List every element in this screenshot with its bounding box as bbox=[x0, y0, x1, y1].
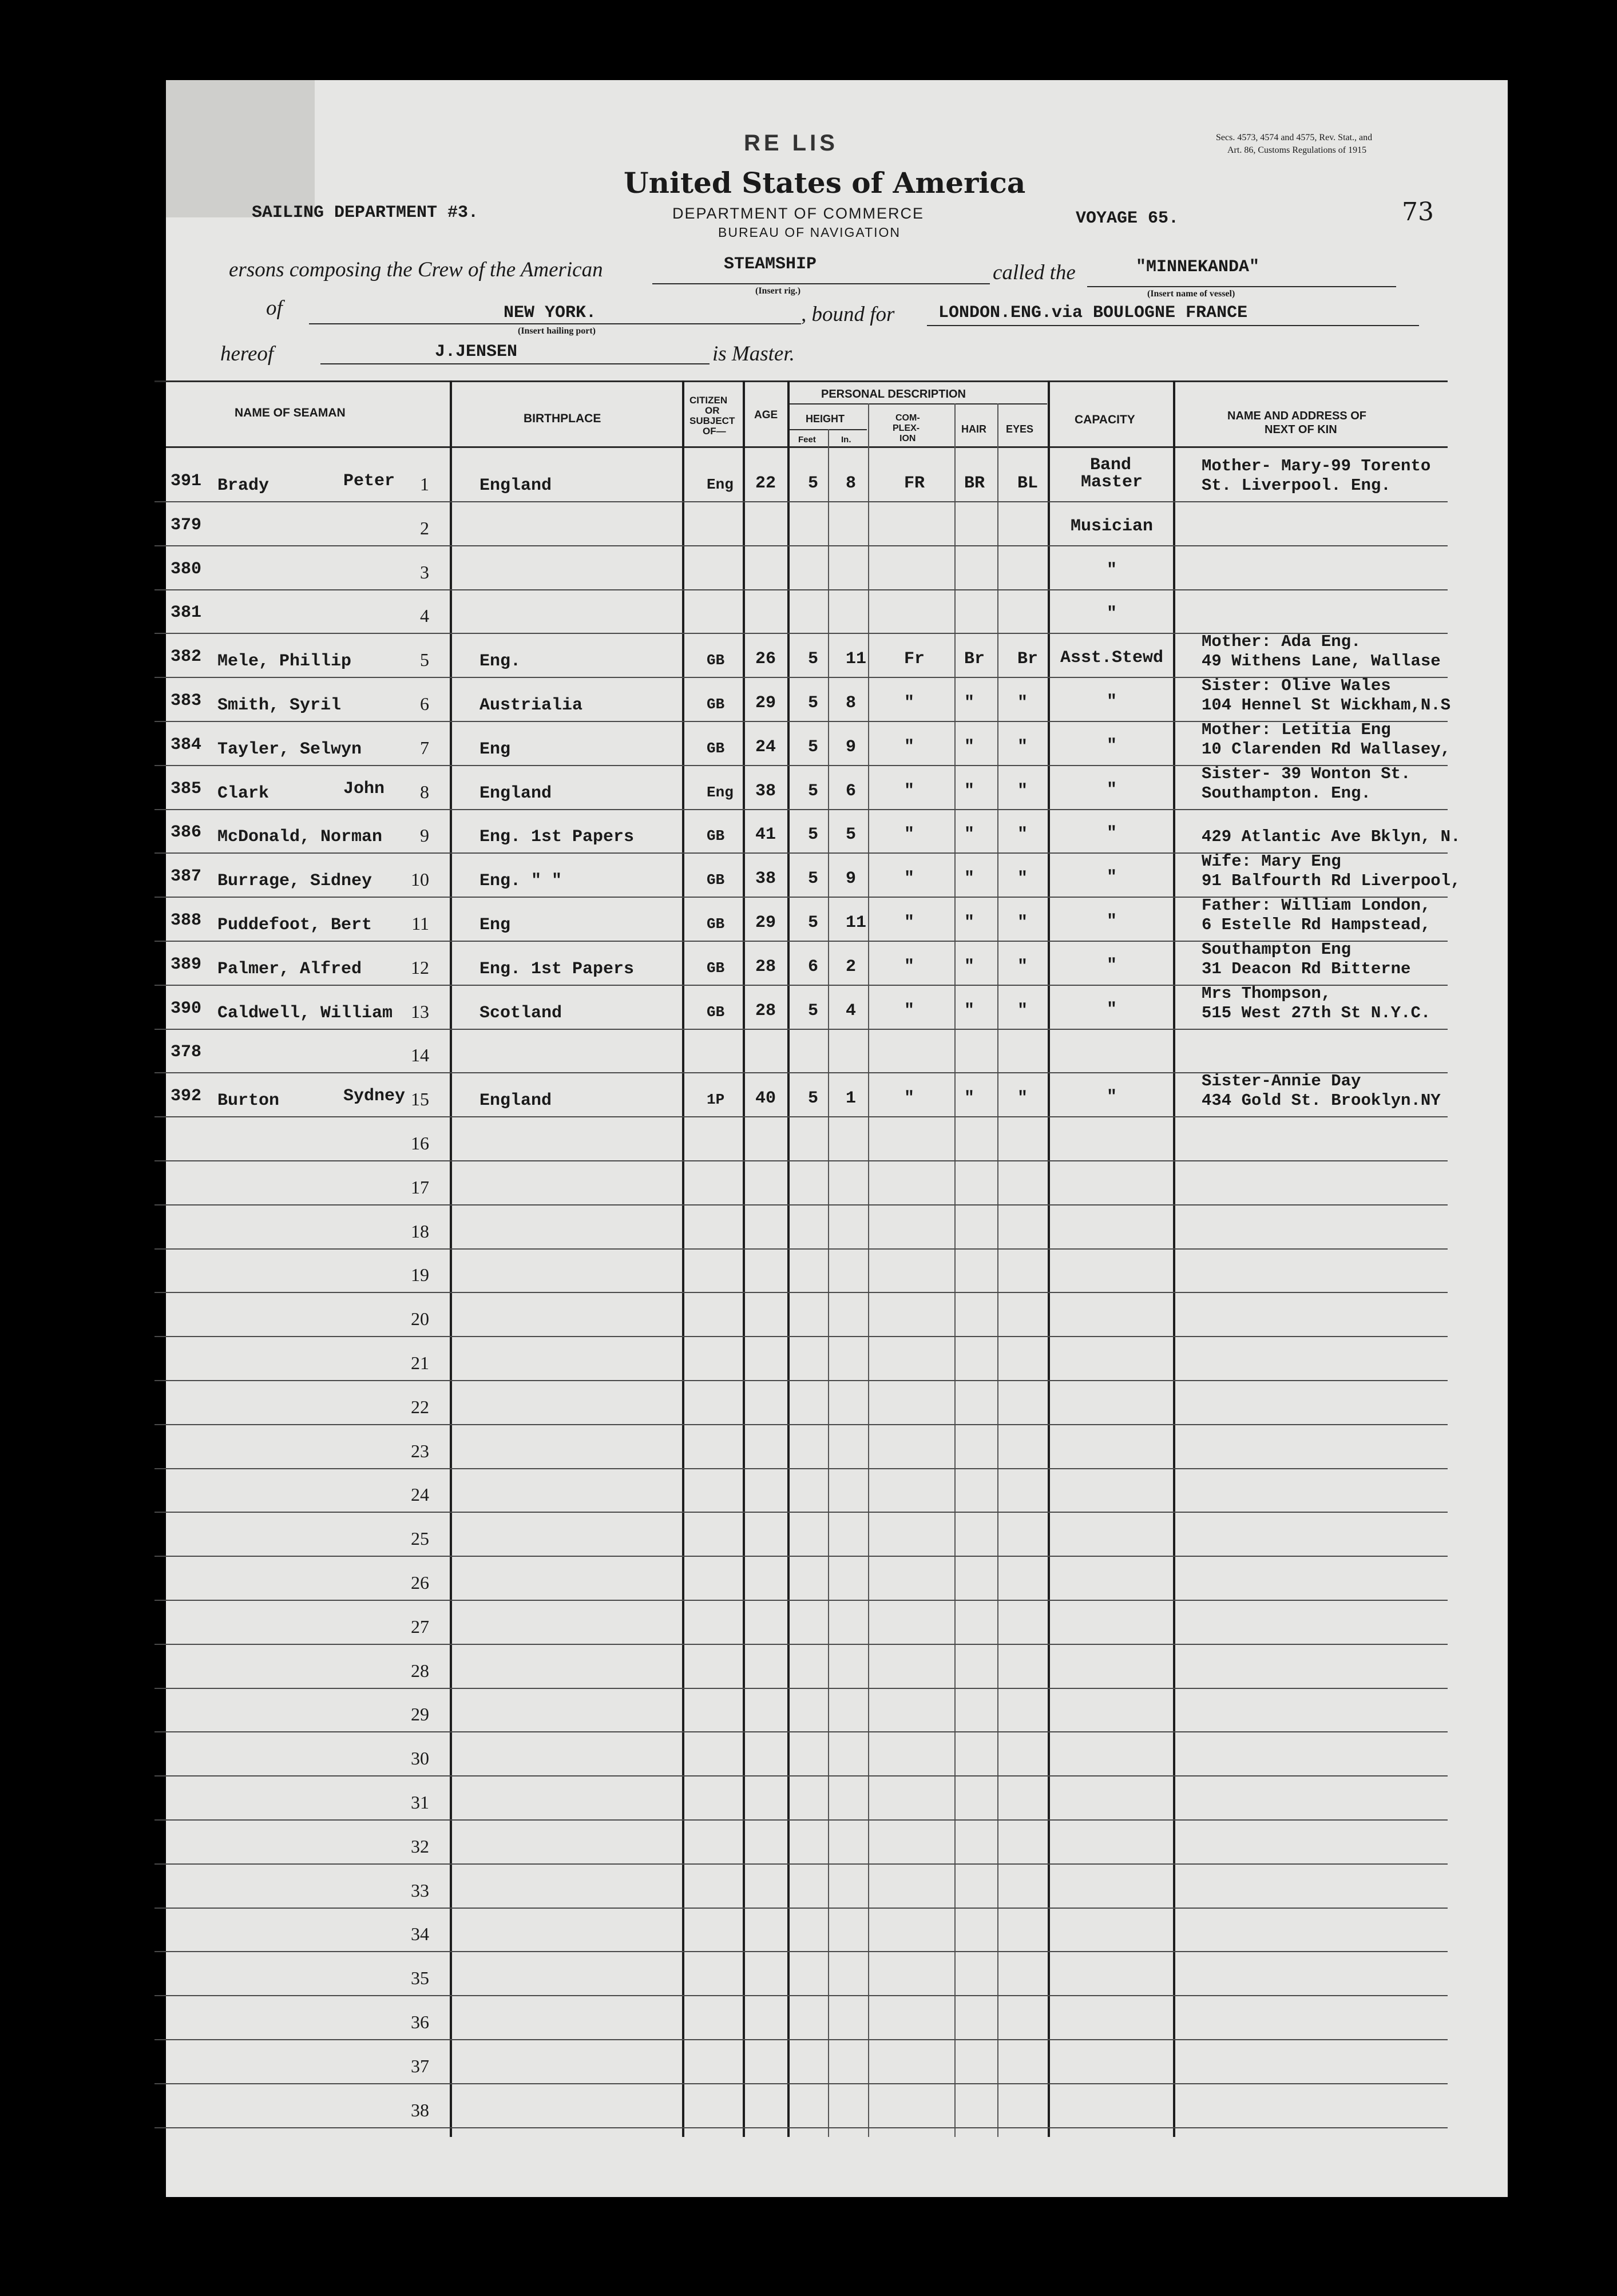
height-inches: 8 bbox=[846, 474, 857, 493]
col-inches: In. bbox=[841, 435, 851, 445]
capacity: Asst.Stewd bbox=[1060, 648, 1164, 668]
hair: BR bbox=[964, 474, 985, 493]
hair: " bbox=[964, 693, 975, 713]
row-line bbox=[154, 2127, 1448, 2128]
capacity: " bbox=[1106, 780, 1117, 800]
is-master-label: is Master. bbox=[712, 342, 795, 366]
col-complexion-1: COM- bbox=[895, 413, 920, 423]
row-number: 3 bbox=[420, 561, 429, 582]
col-personal-description: PERSONAL DESCRIPTION bbox=[821, 388, 966, 400]
birthplace: Eng. bbox=[479, 652, 521, 672]
col-kin-2: NEXT OF KIN bbox=[1265, 423, 1337, 436]
citizen-of: GB bbox=[707, 739, 725, 757]
kin-line2: 104 Hennel St Wickham,N.S bbox=[1202, 696, 1451, 715]
capacity: " bbox=[1106, 736, 1117, 756]
capacity: " bbox=[1106, 912, 1117, 931]
row-line bbox=[154, 1731, 1448, 1732]
row-number: 28 bbox=[411, 1660, 429, 1681]
height-feet: 5 bbox=[808, 737, 819, 757]
kin-line1: Father: William London, bbox=[1202, 896, 1431, 915]
row-number: 13 bbox=[411, 1001, 429, 1022]
height-feet: 5 bbox=[808, 869, 819, 889]
row-line bbox=[154, 1424, 1448, 1425]
called-the-label: called the bbox=[993, 261, 1076, 284]
seaman-name: Smith, Syril bbox=[217, 696, 342, 715]
kin-line1: Wife: Mary Eng bbox=[1202, 852, 1341, 871]
seaman-name: Tayler, Selwyn bbox=[217, 739, 362, 759]
crew-id: 390 bbox=[171, 998, 202, 1018]
row-line bbox=[154, 2083, 1448, 2084]
height-feet: 5 bbox=[808, 693, 819, 713]
height-inches: 8 bbox=[846, 693, 857, 713]
row-number: 23 bbox=[411, 1440, 429, 1461]
row-number: 1 bbox=[420, 474, 429, 494]
birthplace: Eng. " " bbox=[479, 871, 562, 891]
row-number: 8 bbox=[420, 781, 429, 802]
citizen-of: GB bbox=[707, 1003, 725, 1021]
complexion: " bbox=[904, 913, 915, 933]
hair: " bbox=[964, 825, 975, 845]
capacity: " bbox=[1106, 1088, 1117, 1108]
eyes: " bbox=[1017, 693, 1028, 713]
seaman-name: Puddefoot, Bert bbox=[217, 915, 372, 935]
row-number: 14 bbox=[411, 1045, 429, 1066]
birthplace: England bbox=[479, 783, 552, 803]
age: 28 bbox=[755, 1001, 776, 1021]
row-number: 33 bbox=[411, 1879, 429, 1901]
bound-for-label: , bound for bbox=[801, 303, 895, 326]
age: 41 bbox=[755, 825, 776, 845]
row-number: 25 bbox=[411, 1528, 429, 1549]
page-number: 73 bbox=[1402, 197, 1434, 227]
hair: " bbox=[964, 737, 975, 757]
kin-line1: Mother: Ada Eng. bbox=[1202, 632, 1361, 652]
age: 22 bbox=[755, 474, 776, 493]
age: 28 bbox=[755, 957, 776, 977]
col-kin-1: NAME AND ADDRESS OF bbox=[1227, 410, 1366, 422]
capacity: " bbox=[1106, 560, 1117, 580]
col-complexion-2: PLEX- bbox=[893, 423, 920, 433]
height-feet: 5 bbox=[808, 474, 819, 493]
row-number: 17 bbox=[411, 1176, 429, 1197]
age: 40 bbox=[755, 1089, 776, 1109]
kin-line2: 515 West 27th St N.Y.C. bbox=[1202, 1003, 1431, 1022]
row-line bbox=[154, 1688, 1448, 1689]
complexion: " bbox=[904, 1001, 915, 1021]
row-line bbox=[154, 1819, 1448, 1821]
list-title: RE LIS bbox=[744, 130, 838, 156]
row-number: 24 bbox=[411, 1484, 429, 1505]
height-feet: 5 bbox=[808, 1089, 819, 1109]
height-inches: 9 bbox=[846, 869, 857, 889]
eyes: " bbox=[1017, 957, 1028, 977]
eyes: " bbox=[1017, 825, 1028, 845]
row-number: 21 bbox=[411, 1353, 429, 1373]
row-line bbox=[154, 1380, 1448, 1381]
crew-id: 378 bbox=[171, 1042, 202, 1062]
eyes: " bbox=[1017, 1001, 1028, 1021]
row-number: 15 bbox=[411, 1089, 429, 1110]
crew-id: 387 bbox=[171, 867, 202, 887]
hailing-port: NEW YORK. bbox=[504, 303, 597, 323]
height-inches: 9 bbox=[846, 737, 857, 757]
capacity: " bbox=[1106, 1000, 1117, 1020]
citizen-of: GB bbox=[707, 696, 725, 713]
kin-line1: Sister: Olive Wales bbox=[1202, 676, 1391, 695]
row-line bbox=[154, 545, 1448, 546]
kin-line2: 31 Deacon Rd Bitterne bbox=[1202, 959, 1411, 978]
crew-id: 388 bbox=[171, 911, 202, 930]
row-line bbox=[154, 1644, 1448, 1645]
row-line bbox=[154, 1204, 1448, 1206]
capacity: " bbox=[1106, 604, 1117, 624]
complexion: " bbox=[904, 825, 915, 845]
kin-line2: 434 Gold St. Brooklyn.NY bbox=[1202, 1091, 1441, 1111]
col-feet: Feet bbox=[798, 435, 816, 445]
capacity-line1: Band bbox=[1090, 455, 1132, 475]
row-number: 18 bbox=[411, 1220, 429, 1242]
destination: LONDON.ENG.via BOULOGNE FRANCE bbox=[938, 303, 1248, 323]
row-number: 19 bbox=[411, 1264, 429, 1286]
eyes: " bbox=[1017, 913, 1028, 933]
col-citizen-1: CITIZEN bbox=[689, 395, 728, 406]
kin-line2: 6 Estelle Rd Hampstead, bbox=[1202, 915, 1431, 934]
hair: " bbox=[964, 869, 975, 889]
row-line bbox=[154, 1160, 1448, 1161]
row-line bbox=[154, 1556, 1448, 1557]
eyes: Br bbox=[1017, 649, 1039, 669]
age: 38 bbox=[755, 781, 776, 801]
statute-note: Secs. 4573, 4574 and 4575, Rev. Stat., and bbox=[1216, 133, 1373, 142]
col-eyes: EYES bbox=[1006, 423, 1034, 435]
age: 29 bbox=[755, 913, 776, 933]
citizen-of: GB bbox=[707, 915, 725, 933]
port-hint: (Insert hailing port) bbox=[518, 326, 596, 336]
row-line bbox=[154, 1863, 1448, 1865]
crew-prefix: ersons composing the Crew of the American bbox=[229, 258, 603, 281]
kin-line2: 10 Clarenden Rd Wallasey, bbox=[1202, 739, 1451, 759]
row-number: 35 bbox=[411, 1968, 429, 1989]
citizen-of: GB bbox=[707, 871, 725, 889]
birthplace: England bbox=[479, 476, 552, 495]
seaman-given-name: John bbox=[343, 779, 385, 799]
kin-line2: 429 Atlantic Ave Bklyn, N. bbox=[1202, 827, 1461, 847]
height-feet: 5 bbox=[808, 781, 819, 801]
complexion: " bbox=[904, 957, 915, 977]
master-name: J.JENSEN bbox=[435, 342, 518, 362]
hair: " bbox=[964, 1001, 975, 1021]
col-height: HEIGHT bbox=[806, 413, 845, 425]
citizen-of: Eng bbox=[707, 476, 734, 493]
height-inches: 6 bbox=[846, 781, 857, 801]
kin-line1: Sister-Annie Day bbox=[1202, 1072, 1361, 1091]
crew-id: 379 bbox=[171, 515, 202, 535]
complexion: " bbox=[904, 1089, 915, 1109]
row-number: 10 bbox=[411, 869, 429, 890]
col-citizen-3: SUBJECT bbox=[689, 415, 735, 426]
kin-line2: St. Liverpool. Eng. bbox=[1202, 476, 1391, 495]
kin-line1: Sister- 39 Wonton St. bbox=[1202, 764, 1411, 783]
row-line bbox=[154, 1292, 1448, 1293]
kin-line1: Mother- Mary-99 Torento bbox=[1202, 457, 1431, 475]
statute-note-2: Art. 86, Customs Regulations of 1915 bbox=[1227, 145, 1367, 155]
capacity: Musician bbox=[1070, 516, 1154, 536]
seaman-name: Caldwell, William bbox=[217, 1003, 393, 1023]
bureau-heading: BUREAU OF NAVIGATION bbox=[718, 225, 901, 240]
vessel-hint: (Insert name of vessel) bbox=[1147, 289, 1235, 299]
complexion: " bbox=[904, 781, 915, 801]
crew-id: 385 bbox=[171, 779, 202, 799]
crew-id: 389 bbox=[171, 954, 202, 974]
citizen-of: Eng bbox=[707, 783, 734, 801]
row-line bbox=[154, 809, 1448, 810]
row-line bbox=[154, 1951, 1448, 1952]
height-inches: 2 bbox=[846, 957, 857, 977]
hair: " bbox=[964, 913, 975, 933]
col-citizen-2: OR bbox=[705, 405, 720, 416]
row-line bbox=[154, 1775, 1448, 1776]
rig-value: STEAMSHIP bbox=[724, 255, 817, 274]
col-birthplace: BIRTHPLACE bbox=[524, 412, 601, 425]
height-feet: 6 bbox=[808, 957, 819, 977]
hair: " bbox=[964, 957, 975, 977]
complexion: Fr bbox=[904, 649, 925, 669]
row-number: 32 bbox=[411, 1835, 429, 1857]
row-number: 37 bbox=[411, 2055, 429, 2076]
row-number: 22 bbox=[411, 1396, 429, 1417]
citizen-of: GB bbox=[707, 959, 725, 977]
crew-id: 382 bbox=[171, 647, 202, 667]
eyes: BL bbox=[1017, 474, 1039, 493]
row-line bbox=[154, 1248, 1448, 1250]
birthplace: Austrialia bbox=[479, 696, 583, 715]
crew-id: 391 bbox=[171, 471, 202, 491]
row-number: 27 bbox=[411, 1616, 429, 1637]
hair: " bbox=[964, 781, 975, 801]
row-number: 2 bbox=[420, 517, 429, 538]
height-inches: 5 bbox=[846, 825, 857, 845]
age: 38 bbox=[755, 869, 776, 889]
birthplace: Eng bbox=[479, 739, 511, 759]
height-inches: 4 bbox=[846, 1001, 857, 1021]
row-line bbox=[154, 2039, 1448, 2040]
birthplace: Eng. 1st Papers bbox=[479, 959, 635, 979]
capacity: " bbox=[1106, 955, 1117, 975]
age: 26 bbox=[755, 649, 776, 669]
seaman-name: McDonald, Norman bbox=[217, 827, 383, 847]
col-citizen-4: OF— bbox=[703, 426, 726, 437]
row-number: 31 bbox=[411, 1792, 429, 1813]
row-line bbox=[154, 1029, 1448, 1030]
seaman-name: Mele, Phillip bbox=[217, 652, 352, 672]
capacity: " bbox=[1106, 868, 1117, 888]
rig-hint: (Insert rig.) bbox=[755, 286, 801, 296]
hair: " bbox=[964, 1089, 975, 1109]
row-number: 30 bbox=[411, 1748, 429, 1769]
crew-id: 386 bbox=[171, 823, 202, 843]
col-capacity: CAPACITY bbox=[1075, 413, 1135, 426]
row-line bbox=[154, 589, 1448, 590]
row-line bbox=[154, 1116, 1448, 1117]
row-number: 20 bbox=[411, 1308, 429, 1330]
complexion: " bbox=[904, 869, 915, 889]
row-number: 26 bbox=[411, 1572, 429, 1593]
row-number: 7 bbox=[420, 737, 429, 758]
row-number: 12 bbox=[411, 957, 429, 978]
crew-id: 392 bbox=[171, 1086, 202, 1107]
row-number: 29 bbox=[411, 1704, 429, 1725]
eyes: " bbox=[1017, 737, 1028, 757]
height-inches: 11 bbox=[846, 649, 867, 669]
citizen-of: GB bbox=[707, 652, 725, 669]
of-label: of bbox=[266, 296, 283, 320]
row-line bbox=[154, 501, 1448, 502]
complexion: FR bbox=[904, 474, 925, 493]
row-number: 34 bbox=[411, 1924, 429, 1945]
seaman-name: Brady bbox=[217, 476, 270, 495]
crew-id: 384 bbox=[171, 735, 202, 755]
complexion: " bbox=[904, 737, 915, 757]
col-name: NAME OF SEAMAN bbox=[235, 406, 346, 419]
row-line bbox=[154, 1908, 1448, 1909]
row-number: 36 bbox=[411, 2012, 429, 2032]
row-number: 11 bbox=[411, 913, 429, 934]
height-feet: 5 bbox=[808, 825, 819, 845]
height-feet: 5 bbox=[808, 1001, 819, 1021]
department-heading: DEPARTMENT OF COMMERCE bbox=[672, 205, 925, 222]
voyage-number: VOYAGE 65. bbox=[1076, 209, 1179, 228]
country-heading: United States of America bbox=[624, 166, 1026, 200]
age: 29 bbox=[755, 693, 776, 713]
seaman-given-name: Sydney bbox=[343, 1086, 406, 1107]
seaman-name: Clark bbox=[217, 783, 270, 803]
row-line bbox=[154, 1995, 1448, 1996]
kin-line1: Mother: Letitia Eng bbox=[1202, 720, 1391, 739]
seaman-name: Burton bbox=[217, 1091, 280, 1111]
row-line bbox=[154, 1512, 1448, 1513]
height-feet: 5 bbox=[808, 913, 819, 933]
capacity: Master bbox=[1080, 473, 1143, 492]
capacity: " bbox=[1106, 824, 1117, 844]
col-complexion-3: ION bbox=[899, 434, 916, 443]
crew-id: 381 bbox=[171, 603, 202, 623]
birthplace: Eng. 1st Papers bbox=[479, 827, 635, 847]
kin-line2: 91 Balfourth Rd Liverpool, bbox=[1202, 871, 1461, 891]
row-number: 9 bbox=[420, 825, 429, 846]
row-number: 6 bbox=[420, 693, 429, 714]
height-feet: 5 bbox=[808, 649, 819, 669]
col-hair: HAIR bbox=[961, 423, 986, 435]
capacity: " bbox=[1106, 692, 1117, 712]
row-number: 5 bbox=[420, 649, 429, 671]
vessel-name: "MINNEKANDA" bbox=[1136, 257, 1260, 277]
age: 24 bbox=[755, 737, 776, 757]
row-number: 4 bbox=[420, 605, 429, 626]
birthplace: Scotland bbox=[479, 1003, 562, 1023]
complexion: " bbox=[904, 693, 915, 713]
citizen-of: GB bbox=[707, 827, 725, 845]
kin-line2: Southampton. Eng. bbox=[1202, 783, 1371, 803]
col-age: AGE bbox=[754, 409, 778, 421]
eyes: " bbox=[1017, 869, 1028, 889]
eyes: " bbox=[1017, 1089, 1028, 1109]
whereof-label: hereof bbox=[220, 342, 274, 366]
height-inches: 1 bbox=[846, 1089, 857, 1109]
seaman-given-name: Peter bbox=[343, 471, 395, 491]
eyes: " bbox=[1017, 781, 1028, 801]
row-line bbox=[154, 1336, 1448, 1337]
row-number: 38 bbox=[411, 2099, 429, 2120]
birthplace: Eng bbox=[479, 915, 511, 935]
citizen-of: 1P bbox=[707, 1091, 725, 1109]
kin-line1: Southampton Eng bbox=[1202, 939, 1352, 959]
kin-line1: Mrs Thompson, bbox=[1202, 984, 1331, 1003]
row-number: 16 bbox=[411, 1133, 429, 1153]
torn-corner bbox=[166, 80, 315, 217]
department-label: SAILING DEPARTMENT #3. bbox=[252, 203, 479, 223]
seaman-name: Palmer, Alfred bbox=[217, 959, 362, 979]
row-line bbox=[154, 1468, 1448, 1469]
crew-id: 380 bbox=[171, 559, 202, 579]
kin-line2: 49 Withens Lane, Wallase bbox=[1202, 652, 1441, 671]
height-inches: 11 bbox=[846, 913, 867, 933]
crew-id: 383 bbox=[171, 691, 202, 711]
hair: Br bbox=[964, 649, 985, 669]
row-line bbox=[154, 1600, 1448, 1601]
seaman-name: Burrage, Sidney bbox=[217, 871, 372, 891]
birthplace: England bbox=[479, 1091, 552, 1111]
